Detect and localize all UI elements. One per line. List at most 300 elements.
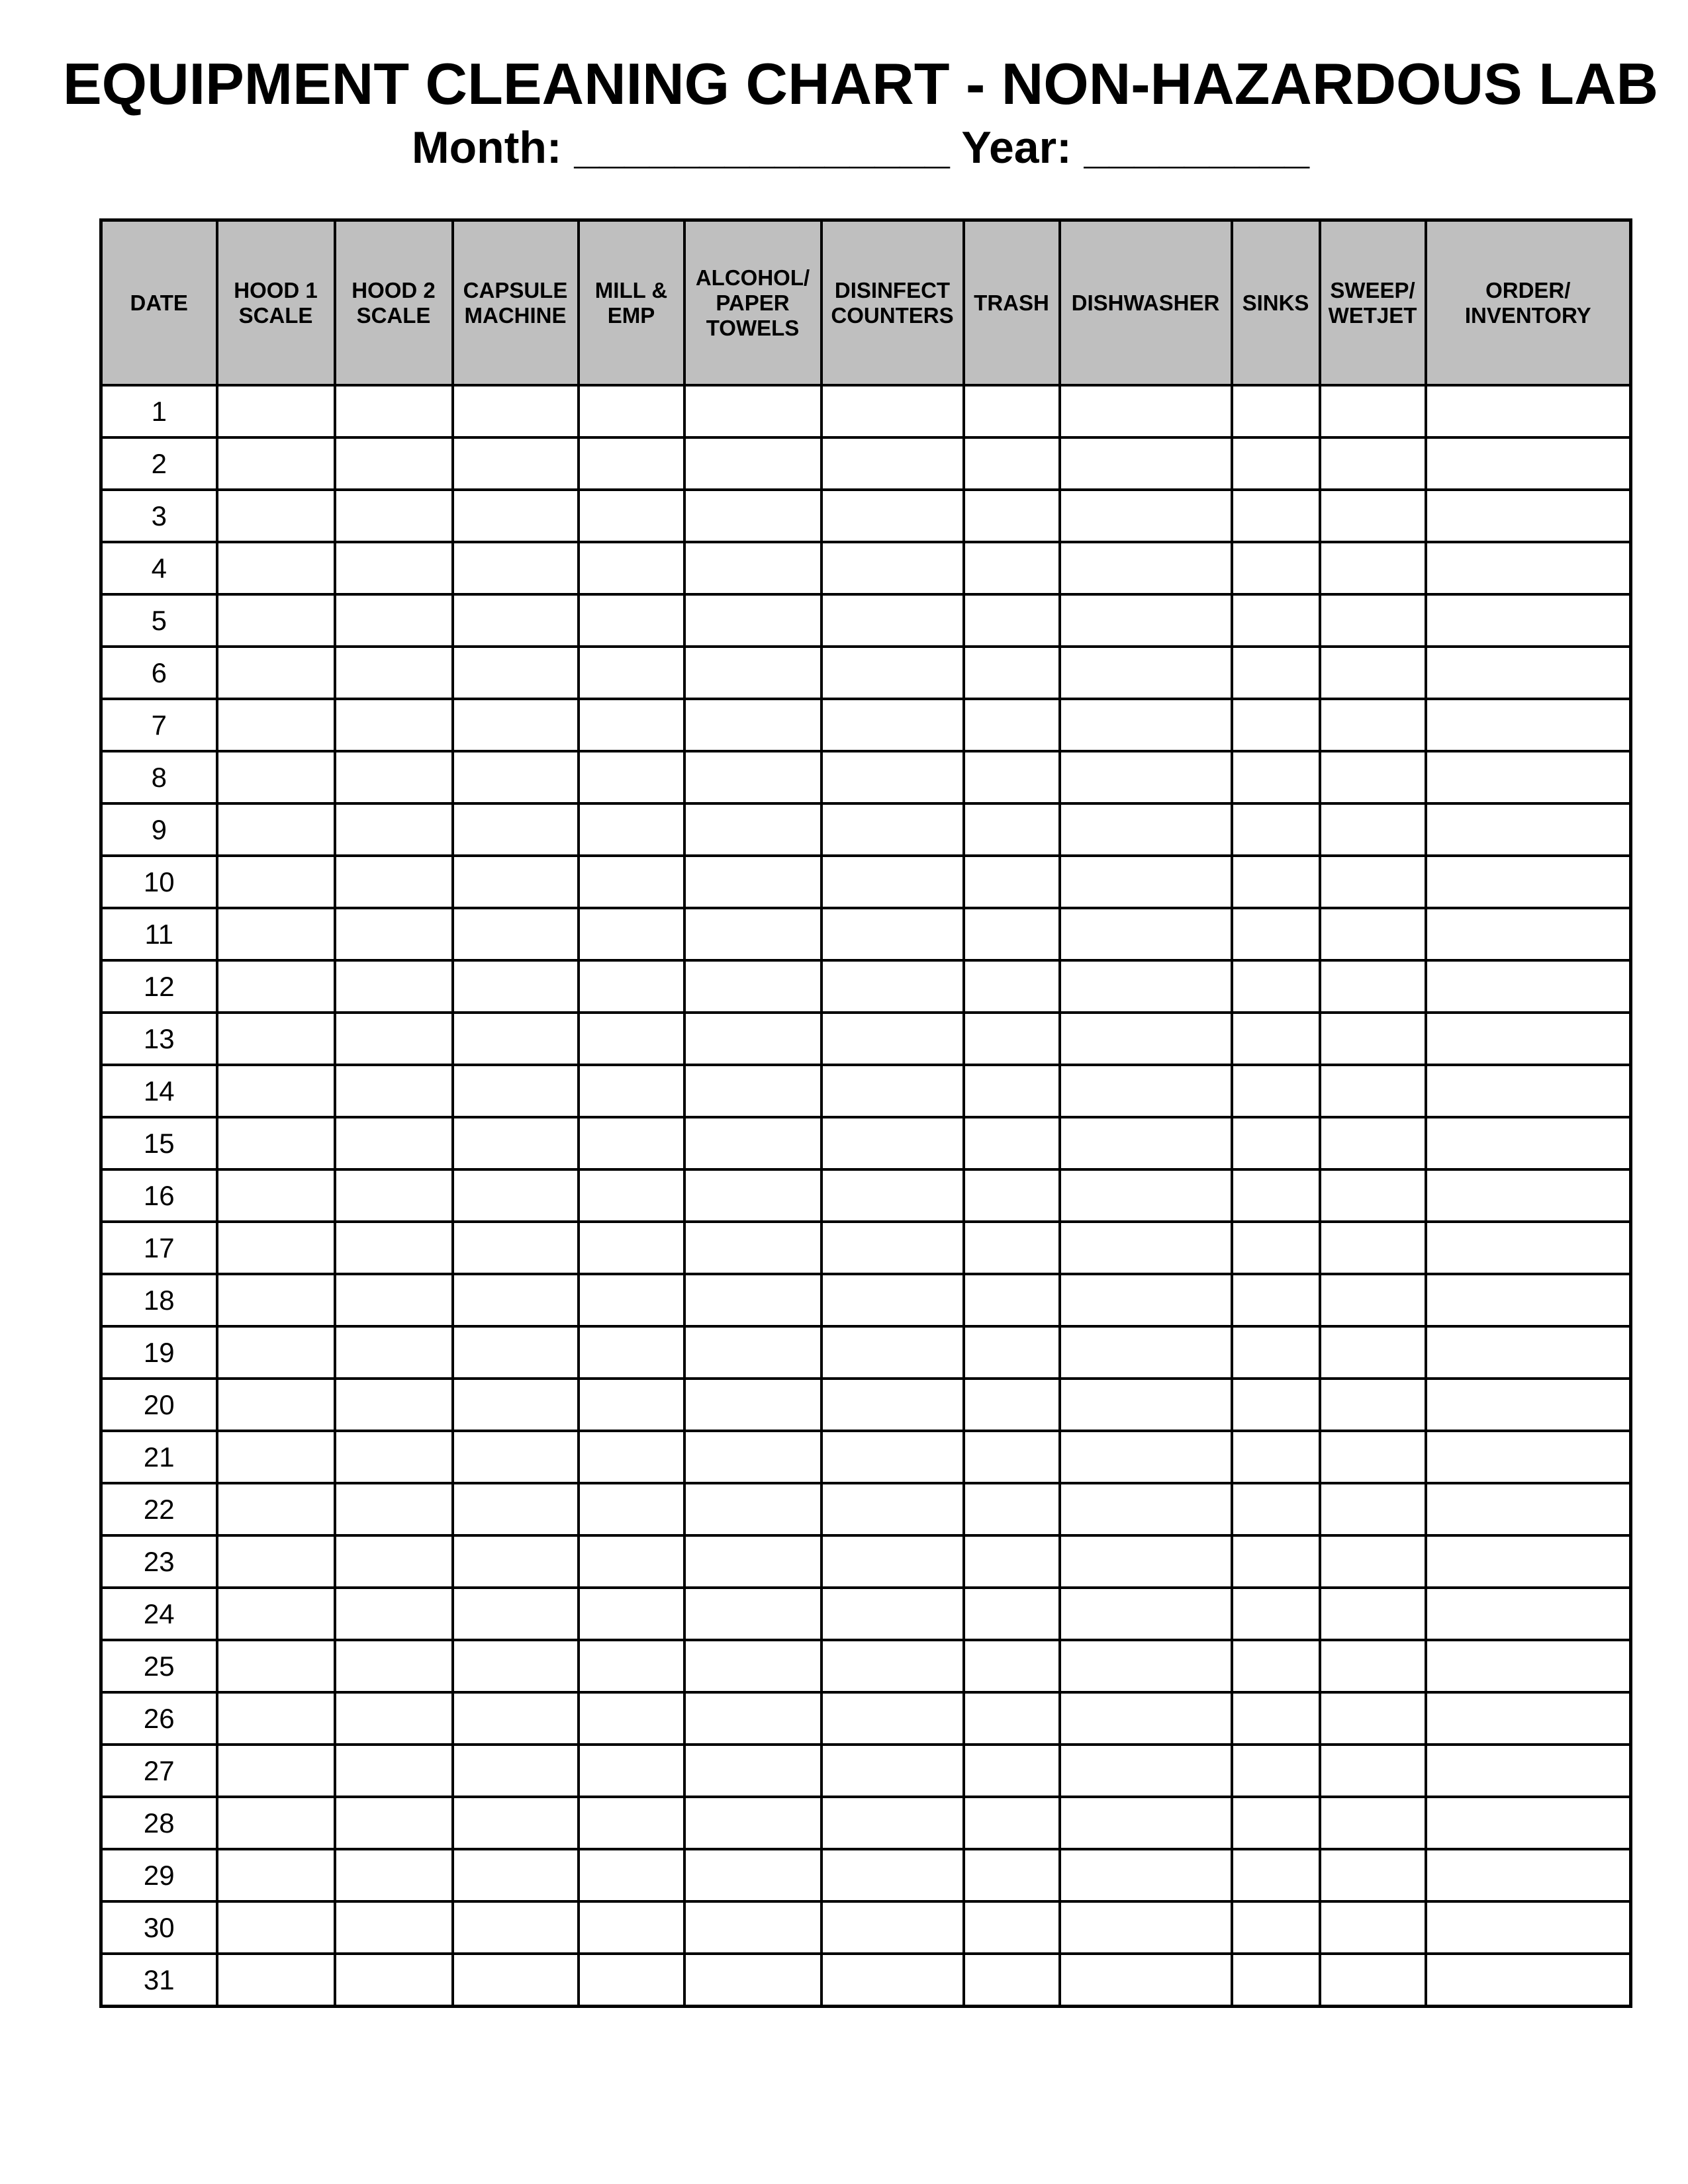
check-cell[interactable] — [335, 960, 453, 1013]
check-cell[interactable] — [453, 1274, 579, 1326]
check-cell[interactable] — [821, 1588, 964, 1640]
check-cell[interactable] — [1320, 908, 1426, 960]
check-cell[interactable] — [335, 647, 453, 699]
check-cell[interactable] — [335, 908, 453, 960]
check-cell[interactable] — [217, 856, 335, 908]
check-cell[interactable] — [335, 1222, 453, 1274]
check-cell[interactable] — [1232, 1379, 1320, 1431]
check-cell[interactable] — [821, 1169, 964, 1222]
check-cell[interactable] — [453, 437, 579, 490]
check-cell[interactable] — [217, 908, 335, 960]
check-cell[interactable] — [1426, 542, 1631, 594]
check-cell[interactable] — [684, 1326, 821, 1379]
check-cell[interactable] — [1232, 1013, 1320, 1065]
check-cell[interactable] — [217, 647, 335, 699]
check-cell[interactable] — [335, 385, 453, 437]
check-cell[interactable] — [964, 1797, 1060, 1849]
check-cell[interactable] — [821, 1535, 964, 1588]
check-cell[interactable] — [964, 437, 1060, 490]
check-cell[interactable] — [1232, 751, 1320, 803]
check-cell[interactable] — [453, 1065, 579, 1117]
check-cell[interactable] — [1060, 1588, 1232, 1640]
check-cell[interactable] — [453, 1379, 579, 1431]
check-cell[interactable] — [964, 1692, 1060, 1745]
check-cell[interactable] — [1426, 1117, 1631, 1169]
check-cell[interactable] — [1232, 1483, 1320, 1535]
check-cell[interactable] — [1320, 1065, 1426, 1117]
check-cell[interactable] — [1060, 647, 1232, 699]
check-cell[interactable] — [1232, 385, 1320, 437]
check-cell[interactable] — [453, 1797, 579, 1849]
check-cell[interactable] — [964, 594, 1060, 647]
check-cell[interactable] — [1320, 1431, 1426, 1483]
check-cell[interactable] — [821, 1065, 964, 1117]
check-cell[interactable] — [453, 1640, 579, 1692]
check-cell[interactable] — [335, 1013, 453, 1065]
check-cell[interactable] — [453, 647, 579, 699]
check-cell[interactable] — [1320, 1013, 1426, 1065]
check-cell[interactable] — [453, 1222, 579, 1274]
check-cell[interactable] — [1060, 1483, 1232, 1535]
check-cell[interactable] — [1320, 1169, 1426, 1222]
check-cell[interactable] — [684, 1535, 821, 1588]
check-cell[interactable] — [1060, 699, 1232, 751]
check-cell[interactable] — [1320, 490, 1426, 542]
check-cell[interactable] — [453, 960, 579, 1013]
check-cell[interactable] — [1060, 751, 1232, 803]
check-cell[interactable] — [335, 1169, 453, 1222]
check-cell[interactable] — [453, 1588, 579, 1640]
check-cell[interactable] — [1320, 647, 1426, 699]
check-cell[interactable] — [1232, 1169, 1320, 1222]
check-cell[interactable] — [1426, 594, 1631, 647]
check-cell[interactable] — [335, 856, 453, 908]
check-cell[interactable] — [1060, 1013, 1232, 1065]
check-cell[interactable] — [1320, 1692, 1426, 1745]
check-cell[interactable] — [964, 1483, 1060, 1535]
check-cell[interactable] — [1232, 594, 1320, 647]
check-cell[interactable] — [1232, 803, 1320, 856]
check-cell[interactable] — [579, 699, 684, 751]
check-cell[interactable] — [217, 1065, 335, 1117]
check-cell[interactable] — [335, 1274, 453, 1326]
check-cell[interactable] — [1426, 751, 1631, 803]
check-cell[interactable] — [335, 594, 453, 647]
check-cell[interactable] — [1320, 542, 1426, 594]
check-cell[interactable] — [335, 1640, 453, 1692]
check-cell[interactable] — [1232, 1745, 1320, 1797]
check-cell[interactable] — [1232, 1901, 1320, 1954]
check-cell[interactable] — [1060, 1849, 1232, 1901]
check-cell[interactable] — [1232, 960, 1320, 1013]
check-cell[interactable] — [217, 751, 335, 803]
check-cell[interactable] — [684, 1065, 821, 1117]
check-cell[interactable] — [217, 1588, 335, 1640]
check-cell[interactable] — [335, 1849, 453, 1901]
check-cell[interactable] — [1232, 1797, 1320, 1849]
check-cell[interactable] — [821, 856, 964, 908]
check-cell[interactable] — [964, 1745, 1060, 1797]
check-cell[interactable] — [684, 856, 821, 908]
check-cell[interactable] — [453, 594, 579, 647]
check-cell[interactable] — [217, 960, 335, 1013]
check-cell[interactable] — [684, 594, 821, 647]
check-cell[interactable] — [1320, 1483, 1426, 1535]
check-cell[interactable] — [964, 960, 1060, 1013]
check-cell[interactable] — [821, 490, 964, 542]
check-cell[interactable] — [1060, 1692, 1232, 1745]
check-cell[interactable] — [1232, 490, 1320, 542]
check-cell[interactable] — [453, 1849, 579, 1901]
check-cell[interactable] — [453, 908, 579, 960]
check-cell[interactable] — [579, 437, 684, 490]
check-cell[interactable] — [1320, 856, 1426, 908]
check-cell[interactable] — [217, 1326, 335, 1379]
check-cell[interactable] — [579, 1379, 684, 1431]
check-cell[interactable] — [1232, 1065, 1320, 1117]
check-cell[interactable] — [964, 803, 1060, 856]
check-cell[interactable] — [1426, 1013, 1631, 1065]
check-cell[interactable] — [964, 1117, 1060, 1169]
check-cell[interactable] — [1426, 1431, 1631, 1483]
check-cell[interactable] — [579, 1901, 684, 1954]
check-cell[interactable] — [821, 647, 964, 699]
check-cell[interactable] — [1320, 594, 1426, 647]
check-cell[interactable] — [1060, 542, 1232, 594]
check-cell[interactable] — [821, 1013, 964, 1065]
check-cell[interactable] — [1232, 1117, 1320, 1169]
check-cell[interactable] — [453, 699, 579, 751]
check-cell[interactable] — [1232, 1222, 1320, 1274]
check-cell[interactable] — [579, 1326, 684, 1379]
check-cell[interactable] — [579, 803, 684, 856]
check-cell[interactable] — [1232, 1588, 1320, 1640]
check-cell[interactable] — [684, 1169, 821, 1222]
check-cell[interactable] — [1232, 1274, 1320, 1326]
check-cell[interactable] — [684, 1797, 821, 1849]
check-cell[interactable] — [1060, 437, 1232, 490]
check-cell[interactable] — [1426, 647, 1631, 699]
check-cell[interactable] — [964, 1379, 1060, 1431]
check-cell[interactable] — [579, 960, 684, 1013]
check-cell[interactable] — [579, 1535, 684, 1588]
check-cell[interactable] — [453, 1169, 579, 1222]
check-cell[interactable] — [217, 1954, 335, 2007]
check-cell[interactable] — [1232, 1640, 1320, 1692]
check-cell[interactable] — [684, 647, 821, 699]
check-cell[interactable] — [217, 437, 335, 490]
check-cell[interactable] — [964, 1954, 1060, 2007]
check-cell[interactable] — [1060, 1640, 1232, 1692]
check-cell[interactable] — [217, 1692, 335, 1745]
check-cell[interactable] — [1426, 960, 1631, 1013]
check-cell[interactable] — [821, 542, 964, 594]
check-cell[interactable] — [453, 385, 579, 437]
check-cell[interactable] — [579, 1117, 684, 1169]
check-cell[interactable] — [684, 1901, 821, 1954]
check-cell[interactable] — [1232, 908, 1320, 960]
check-cell[interactable] — [217, 699, 335, 751]
check-cell[interactable] — [684, 1745, 821, 1797]
check-cell[interactable] — [335, 1431, 453, 1483]
check-cell[interactable] — [821, 1640, 964, 1692]
check-cell[interactable] — [1426, 1849, 1631, 1901]
check-cell[interactable] — [335, 751, 453, 803]
check-cell[interactable] — [1426, 908, 1631, 960]
check-cell[interactable] — [1320, 385, 1426, 437]
check-cell[interactable] — [1320, 1588, 1426, 1640]
check-cell[interactable] — [579, 1169, 684, 1222]
check-cell[interactable] — [217, 1379, 335, 1431]
check-cell[interactable] — [1060, 490, 1232, 542]
check-cell[interactable] — [684, 803, 821, 856]
check-cell[interactable] — [335, 1326, 453, 1379]
check-cell[interactable] — [964, 1013, 1060, 1065]
check-cell[interactable] — [579, 490, 684, 542]
check-cell[interactable] — [217, 803, 335, 856]
check-cell[interactable] — [684, 1222, 821, 1274]
check-cell[interactable] — [579, 542, 684, 594]
check-cell[interactable] — [1060, 1065, 1232, 1117]
check-cell[interactable] — [453, 1745, 579, 1797]
check-cell[interactable] — [217, 1013, 335, 1065]
check-cell[interactable] — [1320, 960, 1426, 1013]
check-cell[interactable] — [217, 1274, 335, 1326]
check-cell[interactable] — [1426, 1797, 1631, 1849]
check-cell[interactable] — [453, 751, 579, 803]
check-cell[interactable] — [1320, 699, 1426, 751]
check-cell[interactable] — [1060, 1797, 1232, 1849]
check-cell[interactable] — [1060, 1169, 1232, 1222]
check-cell[interactable] — [1060, 1222, 1232, 1274]
check-cell[interactable] — [335, 1588, 453, 1640]
check-cell[interactable] — [1320, 437, 1426, 490]
check-cell[interactable] — [821, 699, 964, 751]
check-cell[interactable] — [335, 1954, 453, 2007]
check-cell[interactable] — [1060, 856, 1232, 908]
check-cell[interactable] — [1320, 1797, 1426, 1849]
check-cell[interactable] — [1232, 856, 1320, 908]
check-cell[interactable] — [335, 1692, 453, 1745]
check-cell[interactable] — [1426, 1274, 1631, 1326]
check-cell[interactable] — [335, 542, 453, 594]
check-cell[interactable] — [1232, 1535, 1320, 1588]
check-cell[interactable] — [453, 1326, 579, 1379]
check-cell[interactable] — [684, 908, 821, 960]
check-cell[interactable] — [964, 647, 1060, 699]
check-cell[interactable] — [1232, 1326, 1320, 1379]
check-cell[interactable] — [1426, 1379, 1631, 1431]
check-cell[interactable] — [335, 1797, 453, 1849]
check-cell[interactable] — [821, 1483, 964, 1535]
check-cell[interactable] — [217, 1797, 335, 1849]
check-cell[interactable] — [1426, 1483, 1631, 1535]
check-cell[interactable] — [1320, 1640, 1426, 1692]
check-cell[interactable] — [821, 1797, 964, 1849]
check-cell[interactable] — [1426, 1901, 1631, 1954]
check-cell[interactable] — [1060, 803, 1232, 856]
check-cell[interactable] — [217, 385, 335, 437]
check-cell[interactable] — [453, 1013, 579, 1065]
check-cell[interactable] — [453, 1535, 579, 1588]
check-cell[interactable] — [217, 542, 335, 594]
check-cell[interactable] — [1426, 1222, 1631, 1274]
check-cell[interactable] — [1426, 1065, 1631, 1117]
check-cell[interactable] — [217, 594, 335, 647]
check-cell[interactable] — [1320, 803, 1426, 856]
check-cell[interactable] — [1426, 1745, 1631, 1797]
check-cell[interactable] — [964, 1169, 1060, 1222]
check-cell[interactable] — [821, 437, 964, 490]
check-cell[interactable] — [684, 1274, 821, 1326]
check-cell[interactable] — [335, 1117, 453, 1169]
check-cell[interactable] — [1060, 594, 1232, 647]
check-cell[interactable] — [964, 1431, 1060, 1483]
check-cell[interactable] — [335, 803, 453, 856]
check-cell[interactable] — [217, 1745, 335, 1797]
check-cell[interactable] — [579, 1797, 684, 1849]
check-cell[interactable] — [453, 1117, 579, 1169]
check-cell[interactable] — [217, 1169, 335, 1222]
check-cell[interactable] — [964, 1326, 1060, 1379]
check-cell[interactable] — [1320, 1954, 1426, 2007]
check-cell[interactable] — [821, 908, 964, 960]
check-cell[interactable] — [684, 542, 821, 594]
check-cell[interactable] — [217, 490, 335, 542]
check-cell[interactable] — [684, 437, 821, 490]
check-cell[interactable] — [453, 1692, 579, 1745]
check-cell[interactable] — [217, 1849, 335, 1901]
check-cell[interactable] — [821, 1222, 964, 1274]
check-cell[interactable] — [335, 699, 453, 751]
check-cell[interactable] — [684, 1431, 821, 1483]
check-cell[interactable] — [684, 1692, 821, 1745]
check-cell[interactable] — [453, 803, 579, 856]
check-cell[interactable] — [821, 1901, 964, 1954]
check-cell[interactable] — [335, 1483, 453, 1535]
check-cell[interactable] — [1426, 490, 1631, 542]
check-cell[interactable] — [1060, 1901, 1232, 1954]
check-cell[interactable] — [579, 1954, 684, 2007]
check-cell[interactable] — [964, 908, 1060, 960]
check-cell[interactable] — [964, 385, 1060, 437]
check-cell[interactable] — [964, 1640, 1060, 1692]
check-cell[interactable] — [1320, 1849, 1426, 1901]
check-cell[interactable] — [964, 699, 1060, 751]
check-cell[interactable] — [821, 1431, 964, 1483]
check-cell[interactable] — [1426, 385, 1631, 437]
check-cell[interactable] — [964, 542, 1060, 594]
check-cell[interactable] — [1060, 1431, 1232, 1483]
check-cell[interactable] — [821, 1379, 964, 1431]
check-cell[interactable] — [217, 1535, 335, 1588]
check-cell[interactable] — [217, 1117, 335, 1169]
check-cell[interactable] — [964, 490, 1060, 542]
check-cell[interactable] — [964, 751, 1060, 803]
check-cell[interactable] — [217, 1640, 335, 1692]
check-cell[interactable] — [684, 1640, 821, 1692]
check-cell[interactable] — [821, 1274, 964, 1326]
check-cell[interactable] — [579, 1640, 684, 1692]
check-cell[interactable] — [453, 1483, 579, 1535]
check-cell[interactable] — [684, 1117, 821, 1169]
check-cell[interactable] — [579, 1274, 684, 1326]
check-cell[interactable] — [1426, 1535, 1631, 1588]
check-cell[interactable] — [1232, 647, 1320, 699]
check-cell[interactable] — [1060, 1745, 1232, 1797]
check-cell[interactable] — [684, 960, 821, 1013]
check-cell[interactable] — [821, 385, 964, 437]
check-cell[interactable] — [684, 1013, 821, 1065]
check-cell[interactable] — [964, 1535, 1060, 1588]
check-cell[interactable] — [579, 1588, 684, 1640]
check-cell[interactable] — [1060, 1326, 1232, 1379]
check-cell[interactable] — [684, 1954, 821, 2007]
check-cell[interactable] — [335, 1745, 453, 1797]
check-cell[interactable] — [453, 1431, 579, 1483]
check-cell[interactable] — [821, 1326, 964, 1379]
check-cell[interactable] — [1426, 1169, 1631, 1222]
check-cell[interactable] — [579, 1745, 684, 1797]
check-cell[interactable] — [684, 1588, 821, 1640]
check-cell[interactable] — [1232, 1692, 1320, 1745]
check-cell[interactable] — [579, 385, 684, 437]
check-cell[interactable] — [1232, 1849, 1320, 1901]
check-cell[interactable] — [579, 1013, 684, 1065]
check-cell[interactable] — [684, 1379, 821, 1431]
check-cell[interactable] — [335, 437, 453, 490]
check-cell[interactable] — [579, 1849, 684, 1901]
check-cell[interactable] — [217, 1222, 335, 1274]
check-cell[interactable] — [1426, 1692, 1631, 1745]
check-cell[interactable] — [1232, 437, 1320, 490]
check-cell[interactable] — [1060, 1274, 1232, 1326]
check-cell[interactable] — [579, 751, 684, 803]
check-cell[interactable] — [684, 1849, 821, 1901]
check-cell[interactable] — [335, 1065, 453, 1117]
check-cell[interactable] — [821, 751, 964, 803]
check-cell[interactable] — [1320, 1117, 1426, 1169]
check-cell[interactable] — [1320, 1379, 1426, 1431]
check-cell[interactable] — [964, 1901, 1060, 1954]
check-cell[interactable] — [579, 1692, 684, 1745]
check-cell[interactable] — [1320, 1326, 1426, 1379]
check-cell[interactable] — [1060, 1117, 1232, 1169]
check-cell[interactable] — [684, 699, 821, 751]
check-cell[interactable] — [1320, 1745, 1426, 1797]
check-cell[interactable] — [821, 1745, 964, 1797]
check-cell[interactable] — [1060, 1954, 1232, 2007]
check-cell[interactable] — [1060, 960, 1232, 1013]
check-cell[interactable] — [821, 960, 964, 1013]
check-cell[interactable] — [1320, 1901, 1426, 1954]
check-cell[interactable] — [335, 1535, 453, 1588]
check-cell[interactable] — [1060, 385, 1232, 437]
check-cell[interactable] — [1426, 1588, 1631, 1640]
check-cell[interactable] — [579, 1065, 684, 1117]
check-cell[interactable] — [1060, 1379, 1232, 1431]
check-cell[interactable] — [335, 1379, 453, 1431]
check-cell[interactable] — [453, 1901, 579, 1954]
check-cell[interactable] — [1060, 908, 1232, 960]
check-cell[interactable] — [1320, 1222, 1426, 1274]
check-cell[interactable] — [217, 1431, 335, 1483]
check-cell[interactable] — [821, 1849, 964, 1901]
check-cell[interactable] — [821, 1692, 964, 1745]
check-cell[interactable] — [684, 490, 821, 542]
check-cell[interactable] — [1426, 1640, 1631, 1692]
check-cell[interactable] — [1426, 699, 1631, 751]
